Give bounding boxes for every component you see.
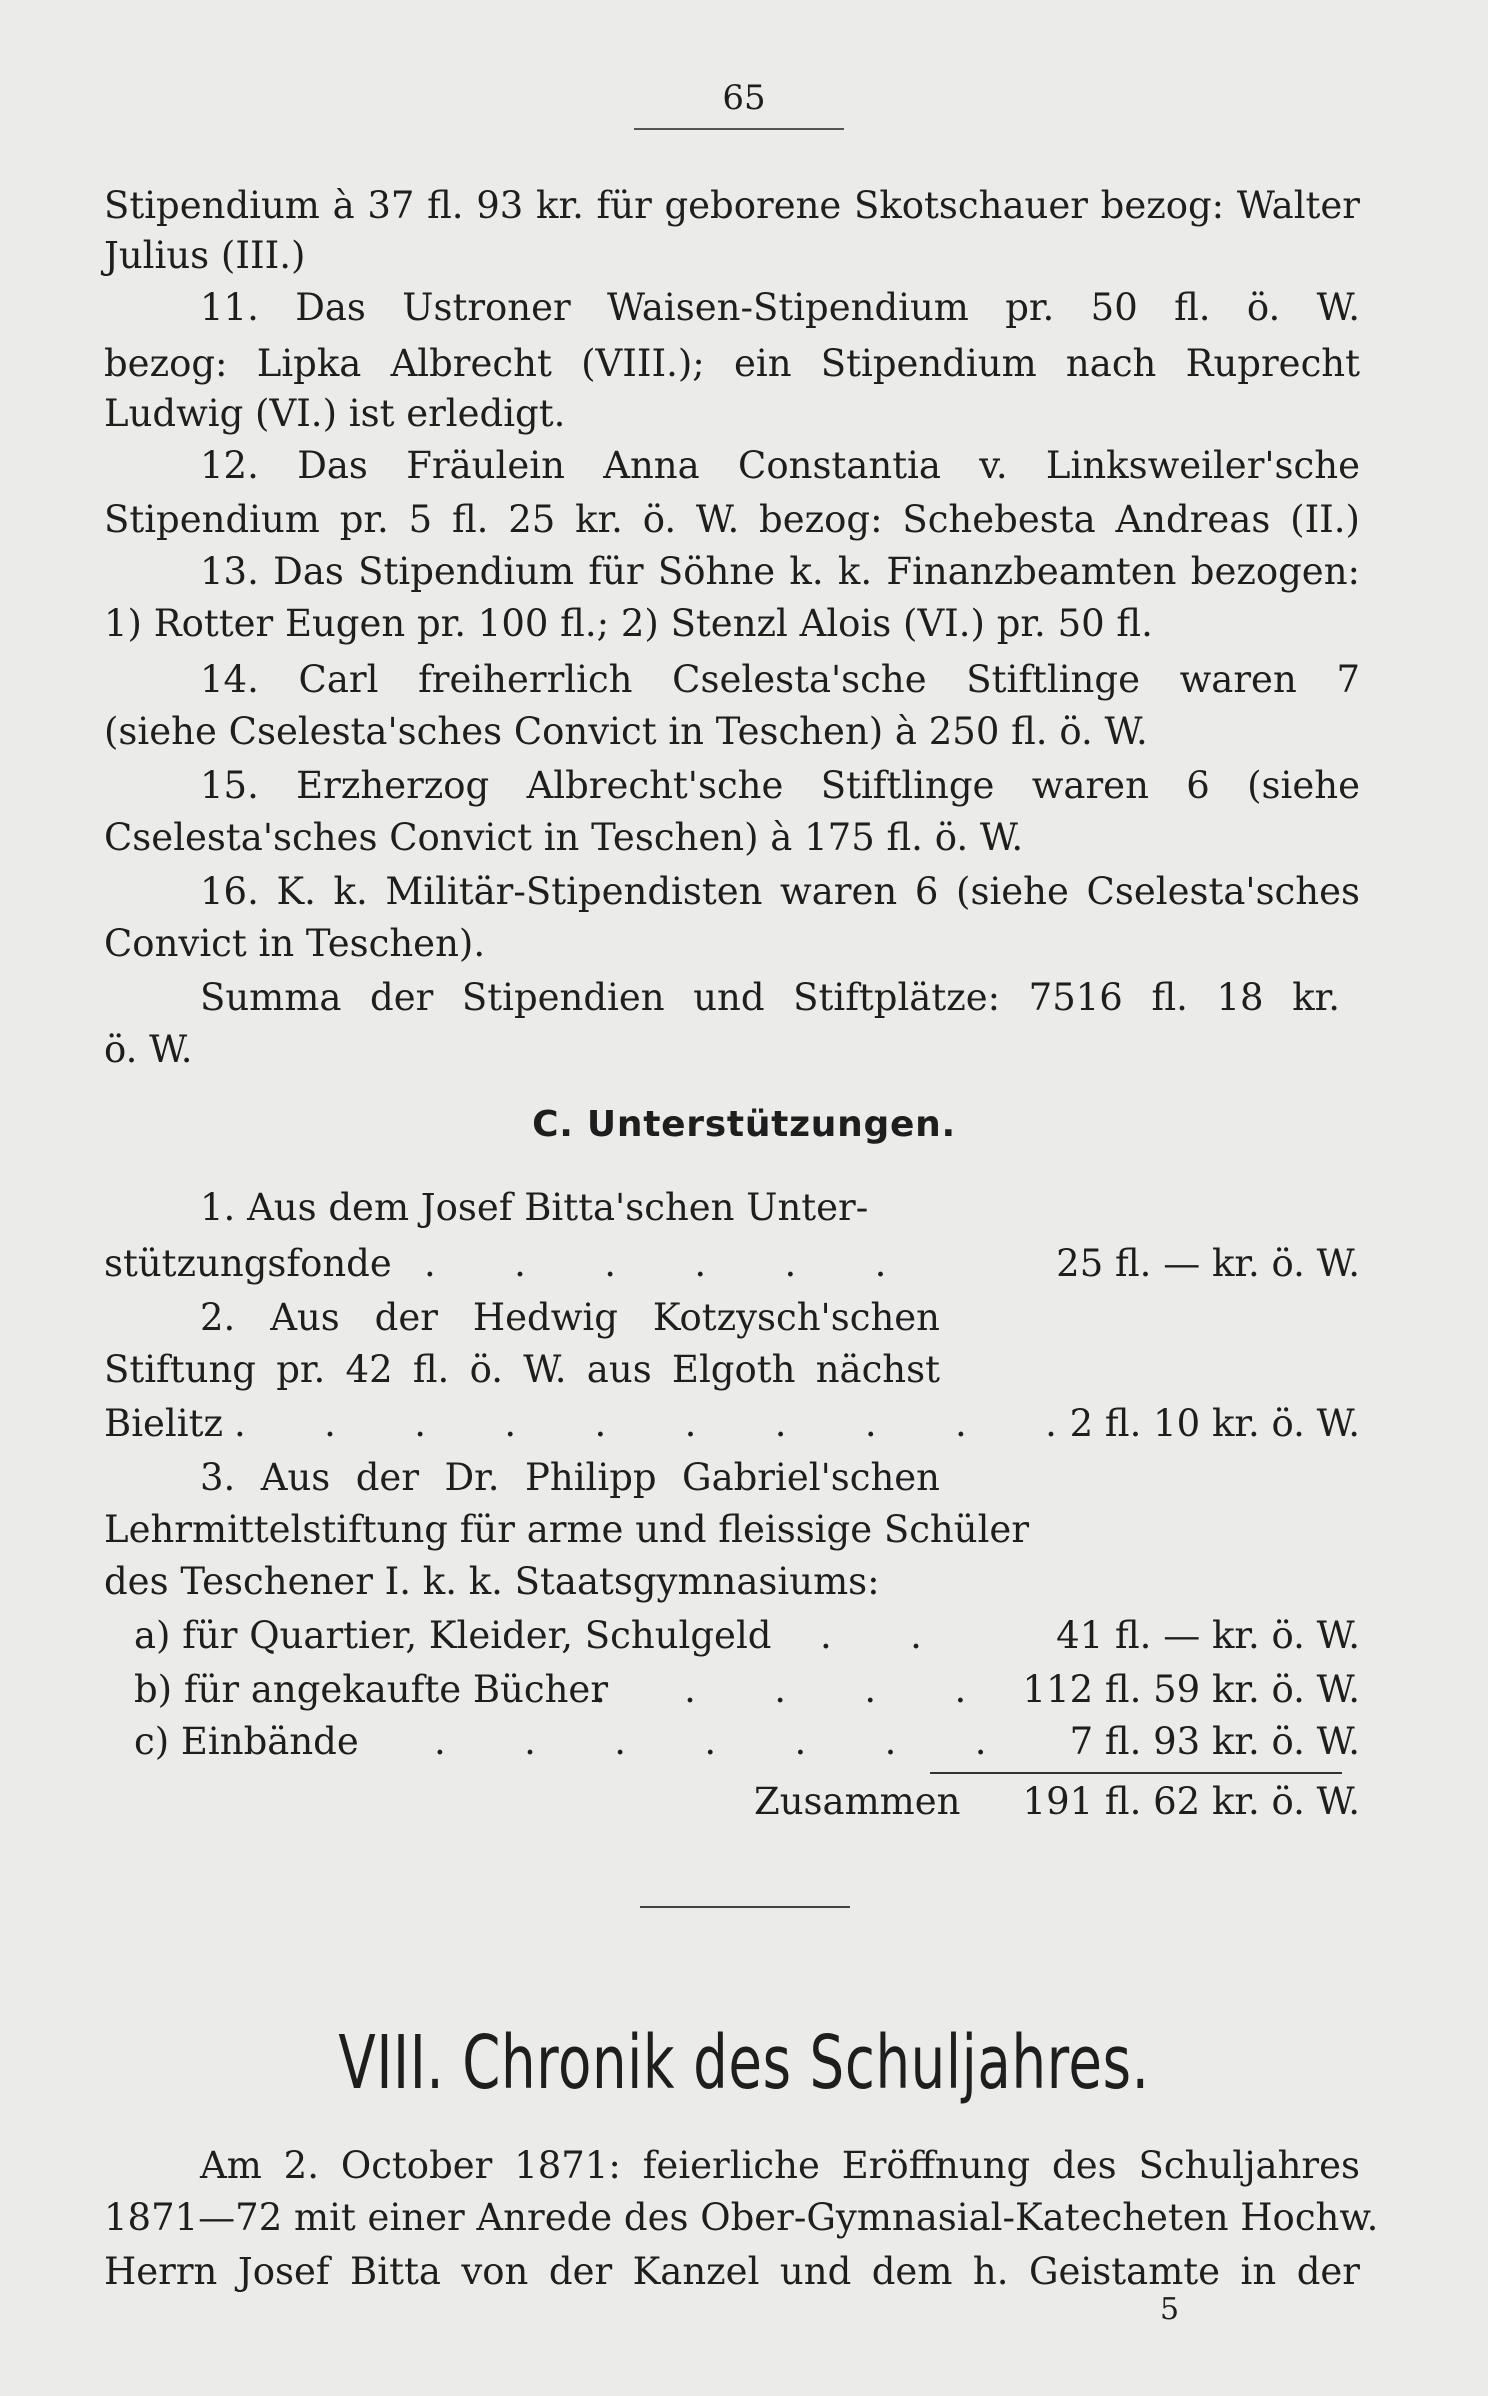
signature-mark: 5 bbox=[1160, 2292, 1180, 2327]
text-line: 3. Aus der Dr. Philipp Gabriel'schen bbox=[200, 1456, 940, 1499]
total-row bbox=[104, 1776, 1360, 1828]
row-label: a) für Quartier, Kleider, Schulgeld bbox=[134, 1614, 772, 1657]
text-line: Herrn Josef Bitta von der Kanzel und dem h. Geistamte in der bbox=[104, 2250, 1360, 2293]
section-separator bbox=[640, 1906, 850, 1908]
row-label: stützungsfonde bbox=[104, 1242, 392, 1285]
row-leader: . . . . . . . . . . bbox=[234, 1402, 1091, 1445]
row-label: Zusammen bbox=[754, 1780, 961, 1823]
text-line: 2. Aus der Hedwig Kotzysch'schen bbox=[200, 1296, 940, 1339]
table-row bbox=[104, 1238, 1360, 1290]
text-line: Cselesta'sches Convict in Teschen) à 175 fl. ö. W. bbox=[104, 816, 1024, 859]
text-line: Julius (III.) bbox=[104, 234, 306, 277]
sum-rule bbox=[930, 1772, 1342, 1774]
text-line: Ludwig (VI.) ist erledigt. bbox=[104, 392, 566, 435]
table-row bbox=[104, 1716, 1360, 1768]
chapter-heading: VIII. Chronik des Schuljahres. bbox=[338, 2020, 1150, 2106]
text-line: 1. Aus dem Josef Bitta'schen Unter- bbox=[200, 1186, 869, 1229]
text-line: 1) Rotter Eugen pr. 100 fl.; 2) Stenzl Alois (VI.) pr. 50 fl. bbox=[104, 602, 1153, 645]
text-line: 14. Carl freiherrlich Cselesta'sche Stiftlinge waren 7 bbox=[200, 658, 1360, 701]
row-label: b) für angekaufte Bücher bbox=[134, 1668, 609, 1711]
row-amount: 112 fl. 59 kr. ö. W. bbox=[1022, 1668, 1360, 1711]
row-amount: 25 fl. — kr. ö. W. bbox=[1056, 1242, 1360, 1285]
row-label: c) Einbände bbox=[134, 1720, 359, 1763]
row-leader: . . . . . . . bbox=[434, 1720, 1020, 1763]
text-line: Summa der Stipendien und Stiftplätze: 7516 fl. 18 kr. bbox=[200, 976, 1340, 1019]
row-amount: 7 fl. 93 kr. ö. W. bbox=[1069, 1720, 1360, 1763]
text-line: 11. Das Ustroner Waisen-Stipendium pr. 50 fl. ö. W. bbox=[200, 286, 1360, 329]
row-leader: . . . . . bbox=[594, 1668, 1000, 1711]
table-row bbox=[104, 1610, 1360, 1662]
text-line: Stipendium pr. 5 fl. 25 kr. ö. W. bezog: Schebesta Andreas (II.) bbox=[104, 498, 1360, 541]
table-row bbox=[104, 1398, 1360, 1450]
text-line: 13. Das Stipendium für Söhne k. k. Finanzbeamten bezogen: bbox=[200, 550, 1360, 593]
row-leader: . . . . . . bbox=[424, 1242, 920, 1285]
text-line: 12. Das Fräulein Anna Constantia v. Linksweiler'sche bbox=[200, 444, 1360, 487]
text-line: (siehe Cselesta'sches Convict in Teschen) à 250 fl. ö. W. bbox=[104, 710, 1148, 753]
text-line: 1871—72 mit einer Anrede des Ober-Gymnasial-Katecheten Hochw. bbox=[104, 2196, 1379, 2239]
text-line: Stipendium à 37 fl. 93 kr. für geborene Skotschauer bezog: Walter bbox=[104, 184, 1360, 227]
row-leader: . . bbox=[820, 1614, 956, 1657]
row-amount: 191 fl. 62 kr. ö. W. bbox=[1022, 1780, 1360, 1823]
text-line: Am 2. October 1871: feierliche Eröffnung des Schuljahres bbox=[200, 2144, 1360, 2187]
text-line: ö. W. bbox=[104, 1028, 193, 1071]
row-amount: 2 fl. 10 kr. ö. W. bbox=[1069, 1402, 1360, 1445]
text-line: bezog: Lipka Albrecht (VIII.); ein Stipendium nach Ruprecht bbox=[104, 342, 1360, 385]
text-line: 15. Erzherzog Albrecht'sche Stiftlinge waren 6 (siehe bbox=[200, 764, 1360, 807]
text-line: Convict in Teschen). bbox=[104, 922, 486, 965]
row-label: Bielitz bbox=[104, 1402, 223, 1445]
header-rule bbox=[634, 128, 844, 130]
page-number: 65 bbox=[722, 78, 766, 118]
row-amount: 41 fl. — kr. ö. W. bbox=[1056, 1614, 1360, 1657]
text-line: Lehrmittelstiftung für arme und fleissige Schüler bbox=[104, 1508, 1029, 1551]
table-row bbox=[104, 1664, 1360, 1716]
text-line: 16. K. k. Militär-Stipendisten waren 6 (siehe Cselesta'sches bbox=[200, 870, 1360, 913]
text-line: Stiftung pr. 42 fl. ö. W. aus Elgoth nächst bbox=[104, 1348, 940, 1391]
section-heading: C. Unterstützungen. bbox=[532, 1104, 956, 1145]
text-line: des Teschener I. k. k. Staatsgymnasiums: bbox=[104, 1560, 880, 1603]
